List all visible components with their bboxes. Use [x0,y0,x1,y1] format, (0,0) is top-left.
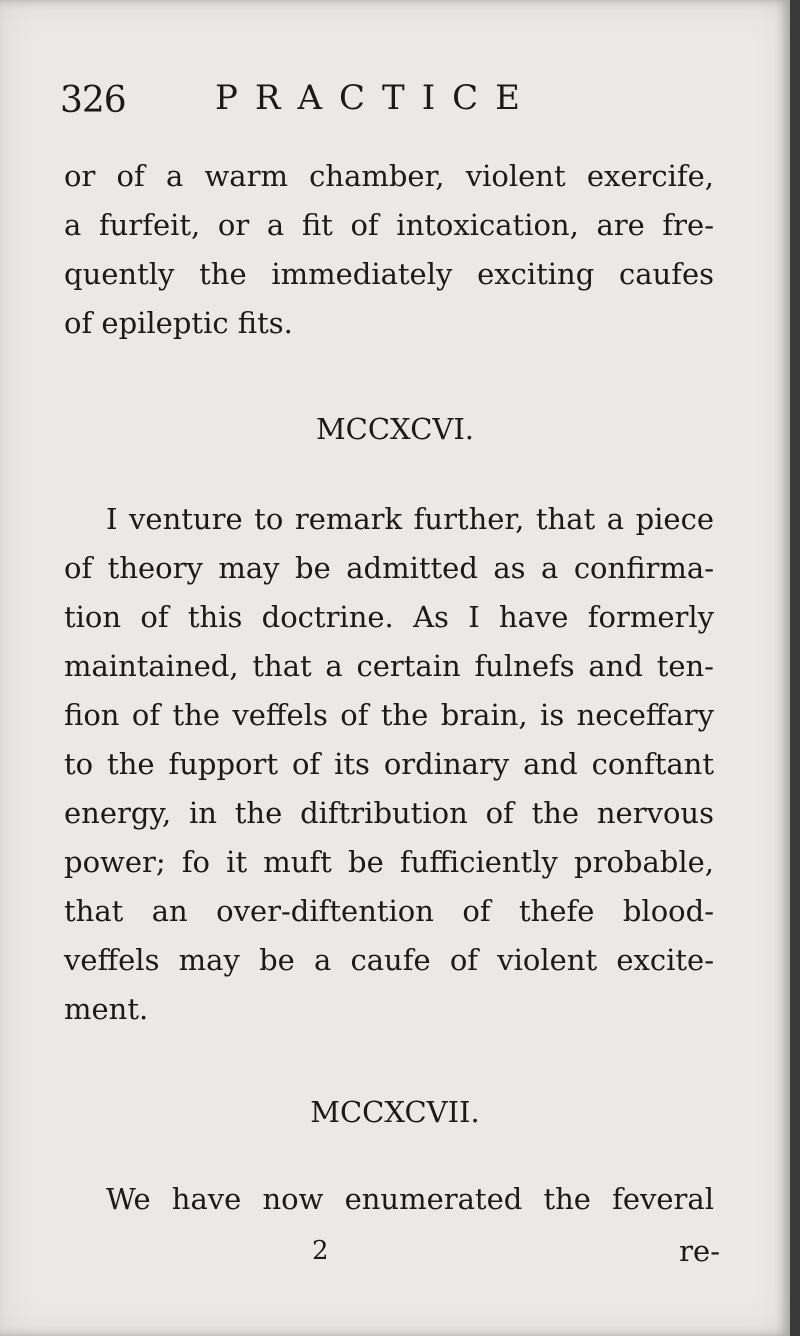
text-line: to the fupport of its ordinary and conftant [64,747,714,781]
text-line: maintained, that a certain fulnefs and ten- [64,649,714,683]
section-heading-mccxcvi: MCCXCVI. [315,412,474,446]
page-footer [64,1236,720,1276]
running-head [60,72,720,132]
text-line: We have now enumerated the feveral [106,1182,714,1216]
text-line: power; fo it muft be fufficiently probable, [64,845,714,879]
text-line: quently the immediately exciting caufes [64,257,714,291]
page-number: 326 [60,80,126,121]
text-line: that an over-diftention of thefe blood- [64,894,714,928]
text-line: fion of the veffels of the brain, is neceffary [64,698,714,732]
continued-paragraph [64,152,714,348]
signature-mark: 2 [312,1236,329,1266]
page-edge-shadow [790,0,800,1336]
text-line: ment. [64,992,149,1026]
paragraph-mccxcvii [64,1175,714,1224]
text-line: a furfeit, or a fit of intoxication, are fre- [64,208,714,242]
text-line: tion of this doctrine. As I have formerly [64,600,714,634]
running-title: PRACTICE [215,78,537,118]
section-heading-mccxcvii: MCCXCVII. [310,1095,480,1129]
paragraph-mccxcvi [64,495,714,1034]
text-line: veffels may be a caufe of violent excite- [64,943,714,977]
text-line: of epileptic fits. [64,306,293,340]
text-line: energy, in the diftribution of the nervous [64,796,714,830]
catchword: re- [679,1234,720,1268]
text-line: I venture to remark further, that a piece [106,502,714,536]
text-line: of theory may be admitted as a confirma- [64,551,714,585]
text-line: or of a warm chamber, violent exercife, [64,159,714,193]
